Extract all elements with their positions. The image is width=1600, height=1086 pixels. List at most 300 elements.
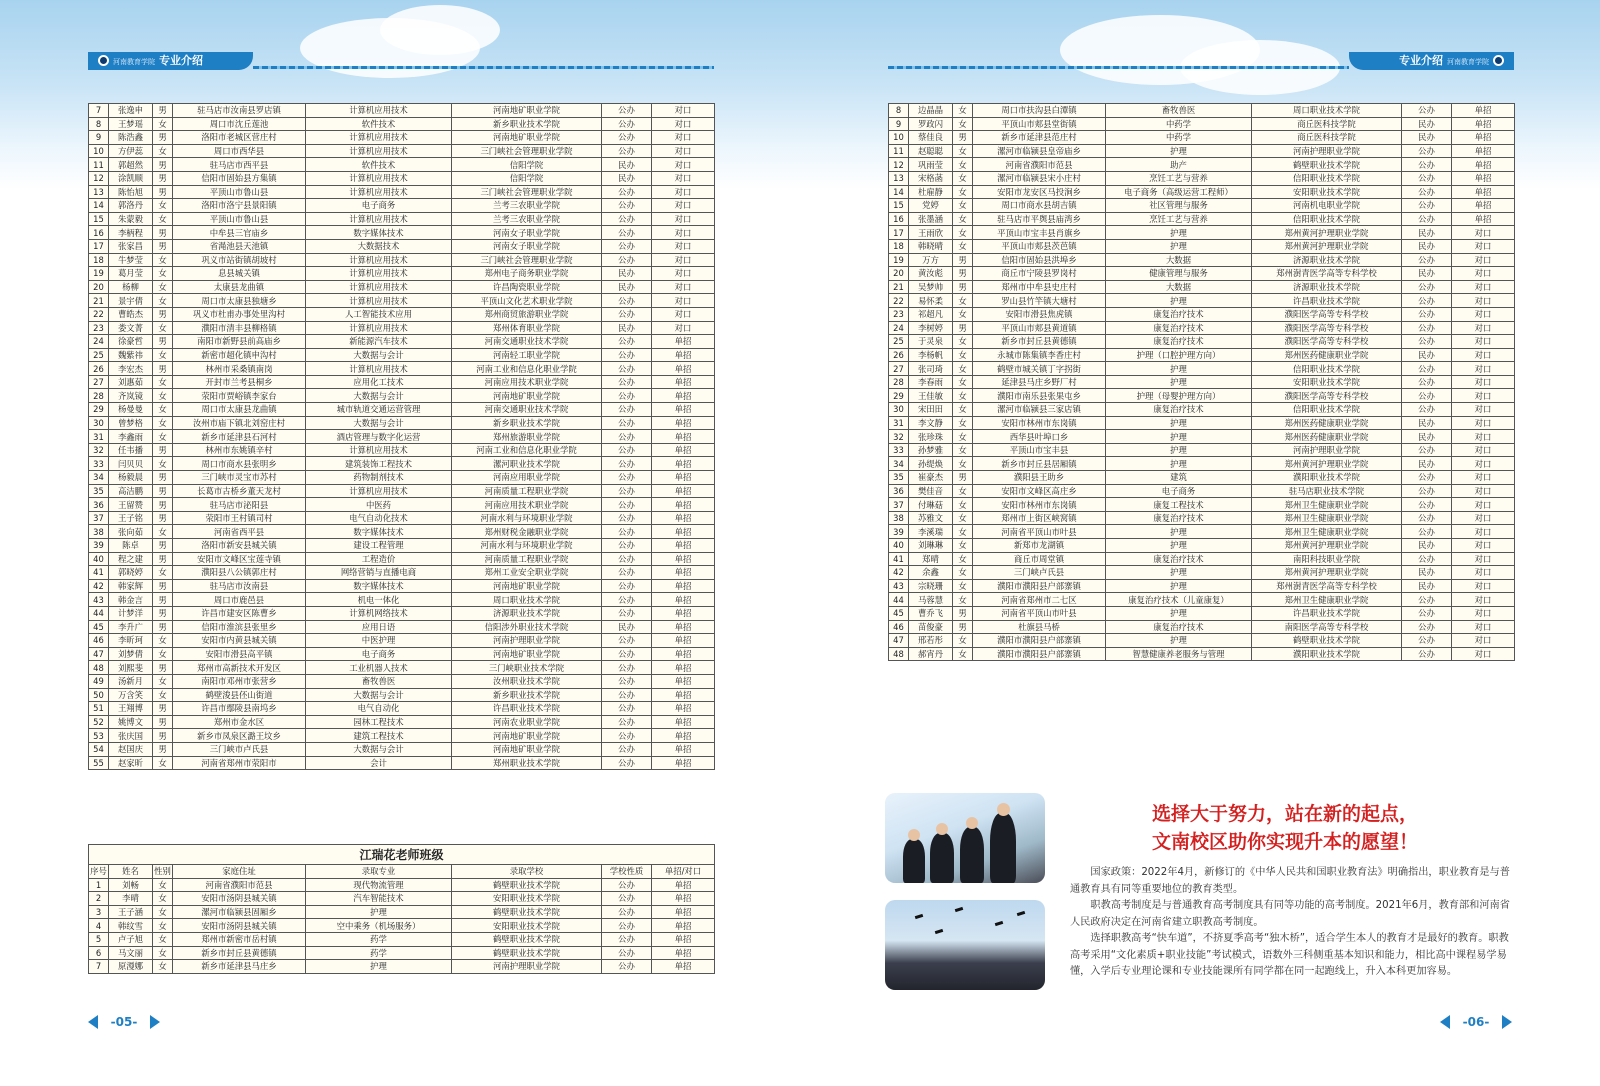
table-cell: 药物制剂技术 [306, 471, 452, 485]
table-cell: 大数据与会计 [306, 348, 452, 362]
table-cell: 平顶山市鲁山县 [173, 185, 306, 199]
table-cell: 女 [953, 539, 973, 553]
table-cell: 电子商务（高级运营工程师） [1106, 185, 1252, 199]
table-cell: 康复治疗技术 [1106, 335, 1252, 349]
table-cell: 党婷 [909, 199, 953, 213]
table-cell: 三门峡市灵宝市苏村 [173, 471, 306, 485]
table-cell: 周口市鹿邑县 [173, 593, 306, 607]
table-cell: 对口 [1452, 634, 1515, 648]
table-cell: 信阳职业技术学院 [1252, 362, 1402, 376]
table-cell: 平顶山文化艺术职业学院 [452, 294, 602, 308]
table-cell: 8 [89, 117, 109, 131]
table-cell: 河南水利与环境职业学院 [452, 511, 602, 525]
table-cell: 男 [153, 362, 173, 376]
table-cell: 对口 [1452, 239, 1515, 253]
table-cell: 民办 [1402, 239, 1452, 253]
table-cell: 4 [89, 919, 109, 933]
table-row [89, 158, 715, 172]
table-cell: 男 [153, 443, 173, 457]
table-cell: 张墨涵 [909, 212, 953, 226]
table-cell: 郑州黄河护理职业学院 [1252, 239, 1402, 253]
table-cell: 对口 [1452, 280, 1515, 294]
table-cell: 男 [953, 131, 973, 145]
table-cell: 33 [89, 457, 109, 471]
table-cell: 大数据 [1106, 280, 1252, 294]
table-cell: 公办 [602, 960, 652, 974]
table-cell: 护理 [1106, 457, 1252, 471]
table-cell: 10 [889, 131, 909, 145]
table-cell: 女 [953, 416, 973, 430]
table-cell: 城市轨道交通运营管理 [306, 403, 452, 417]
column-header: 姓名 [109, 865, 153, 879]
table-row [889, 267, 1515, 281]
table-cell: 对口 [652, 131, 715, 145]
table-cell: 大数据与会计 [306, 742, 452, 756]
table-cell: 公办 [1402, 511, 1452, 525]
table-cell: 单招 [652, 403, 715, 417]
admission-table-left [88, 103, 715, 770]
table-cell: 护理（口腔护理方向） [1106, 348, 1252, 362]
table-cell: 公办 [602, 715, 652, 729]
table-cell: 康复治疗技术 [1106, 307, 1252, 321]
table-cell: 35 [89, 484, 109, 498]
table-cell: 河南省郑州市荥阳市 [173, 756, 306, 770]
table-cell: 42 [89, 579, 109, 593]
table-cell: 蔡佳良 [909, 131, 953, 145]
table-cell: 女 [953, 199, 973, 213]
table-cell: 许昌市建安区陈曹乡 [173, 606, 306, 620]
table-cell: 濮阳市濮阳县户部寨镇 [973, 579, 1106, 593]
table-cell: 护理（母婴护理方向） [1106, 389, 1252, 403]
table-cell: 河南工业和信息化职业学院 [452, 362, 602, 376]
table-cell: 对口 [1452, 471, 1515, 485]
table-cell: 公办 [602, 403, 652, 417]
table-cell: 郑州卫生健康职业学院 [1252, 498, 1402, 512]
table-cell: 郑晴 [909, 552, 953, 566]
table-cell: 杨曼曼 [109, 403, 153, 417]
table-cell: 中药学 [1106, 131, 1252, 145]
table-cell: 张司琦 [909, 362, 953, 376]
table-cell: 公办 [602, 661, 652, 675]
table-row [889, 471, 1515, 485]
table-row [889, 199, 1515, 213]
table-cell: 32 [889, 430, 909, 444]
table-cell: 对口 [1452, 593, 1515, 607]
table-cell: 南阳市新野县前高庙乡 [173, 335, 306, 349]
table-row [889, 117, 1515, 131]
table-cell: 河南地矿职业学院 [452, 647, 602, 661]
table-cell: 马蓉慧 [909, 593, 953, 607]
table-cell: 单招 [652, 702, 715, 716]
table-cell: 濮阳医学高等专科学校 [1252, 389, 1402, 403]
table-cell: 男 [153, 552, 173, 566]
table-cell: 平顶山市宝丰县肖旗乡 [973, 226, 1106, 240]
table-cell: 河南水利与环境职业学院 [452, 539, 602, 553]
table-row [89, 131, 715, 145]
table-cell: 29 [889, 389, 909, 403]
table-row [89, 307, 715, 321]
table-cell: 公办 [1402, 647, 1452, 661]
table-cell: 河南交通职业技术学院 [452, 403, 602, 417]
table-cell: 濮阳医学高等专科学校 [1252, 335, 1402, 349]
table-cell: 万方 [909, 253, 953, 267]
table-cell: 女 [153, 525, 173, 539]
table-cell: 郑州黄河护理职业学院 [1252, 539, 1402, 553]
table-cell: 河南地矿职业学院 [452, 104, 602, 118]
table-cell: 陈怡旭 [109, 185, 153, 199]
table-cell: 郝宵丹 [909, 647, 953, 661]
table-cell: 刘畅 [109, 878, 153, 892]
table-cell: 民办 [1402, 539, 1452, 553]
table-cell: 张家昌 [109, 239, 153, 253]
table-row [89, 335, 715, 349]
table-cell: 郑州黄河护理职业学院 [1252, 566, 1402, 580]
table-cell: 信阳涉外职业技术学院 [452, 620, 602, 634]
table-cell: 男 [153, 131, 173, 145]
table-cell: 女 [953, 226, 973, 240]
table-row [889, 212, 1515, 226]
table-row [89, 729, 715, 743]
table-cell: 对口 [652, 171, 715, 185]
table-cell: 公办 [602, 362, 652, 376]
table-cell: 大数据与会计 [306, 389, 452, 403]
table-cell: 男 [153, 104, 173, 118]
table-cell: 新乡市延津县石河村 [173, 430, 306, 444]
table-cell: 护理 [1106, 539, 1252, 553]
table-cell: 女 [953, 375, 973, 389]
table-cell: 对口 [1452, 403, 1515, 417]
table-cell: 30 [889, 403, 909, 417]
table-cell: 康复治疗技术 [1106, 552, 1252, 566]
table-cell: 河南护理职业学院 [452, 960, 602, 974]
table-cell: 公办 [602, 104, 652, 118]
table-cell: 53 [89, 729, 109, 743]
table-cell: 对口 [652, 239, 715, 253]
table-cell: 女 [153, 321, 173, 335]
table-cell: 驻马店市泌阳县 [173, 498, 306, 512]
table-cell: 16 [89, 226, 109, 240]
table-cell: 43 [889, 579, 909, 593]
table-cell: 男 [153, 471, 173, 485]
table-row [89, 606, 715, 620]
table-cell: 6 [89, 946, 109, 960]
table-cell: 公办 [602, 457, 652, 471]
table-cell: 郑州旅游职业学院 [452, 430, 602, 444]
table-cell: 单招 [652, 932, 715, 946]
page-header [888, 52, 1514, 70]
table-cell: 公办 [602, 539, 652, 553]
graduate-figure [990, 813, 1016, 883]
table-cell: 男 [153, 185, 173, 199]
table-cell: 驻马店职业技术学院 [1252, 484, 1402, 498]
table-cell: 安阳市林州市东岗镇 [973, 498, 1106, 512]
table-cell: 信阳学院 [452, 171, 602, 185]
table-cell: 49 [89, 674, 109, 688]
table-cell: 周口市扶沟县白潭镇 [973, 104, 1106, 118]
table-cell: 5 [89, 932, 109, 946]
table-cell: 女 [153, 403, 173, 417]
table-row [89, 185, 715, 199]
table-cell: 护理 [1106, 606, 1252, 620]
table-cell: 电子商务 [306, 647, 452, 661]
table-cell: 公办 [602, 566, 652, 580]
table-cell: 漯河市临颍县三家店镇 [973, 403, 1106, 417]
table-cell: 13 [889, 171, 909, 185]
table-cell: 女 [153, 280, 173, 294]
table-cell: 男 [953, 620, 973, 634]
table-cell: 23 [89, 321, 109, 335]
table-cell: 单招 [652, 335, 715, 349]
table-cell: 公办 [1402, 525, 1452, 539]
table-cell: 安阳市滑县高平镇 [173, 647, 306, 661]
table-cell: 男 [153, 539, 173, 553]
table-cell: 濮阳市清丰县柳格镇 [173, 321, 306, 335]
table-cell: 河南应用技术职业学院 [452, 498, 602, 512]
table-row [889, 511, 1515, 525]
table-cell: 畜牧兽医 [1106, 104, 1252, 118]
table-cell: 公办 [1402, 253, 1452, 267]
table-cell: 护理 [1106, 634, 1252, 648]
table-row [89, 539, 715, 553]
table-cell: 对口 [1452, 348, 1515, 362]
table-row [889, 539, 1515, 553]
table-cell: 新乡职业技术学院 [452, 688, 602, 702]
table-cell: 新乡市延津县范庄村 [973, 131, 1106, 145]
table-cell: 计算机应用技术 [306, 185, 452, 199]
table-cell: 女 [153, 253, 173, 267]
table-cell: 郑州职业技术学院 [452, 756, 602, 770]
table-cell: 公办 [1402, 484, 1452, 498]
table-cell: 公办 [602, 905, 652, 919]
table-cell: 单招 [652, 566, 715, 580]
table-cell: 河南农业职业学院 [452, 715, 602, 729]
table-cell: 单招 [1452, 212, 1515, 226]
table-cell: 护理 [1106, 226, 1252, 240]
table-cell: 开封市兰考县桐乡 [173, 375, 306, 389]
table-cell: 公办 [602, 199, 652, 213]
table-cell: 濮阳市濮阳县户部寨镇 [973, 634, 1106, 648]
table-cell: 女 [953, 104, 973, 118]
table-cell: 边晶晶 [909, 104, 953, 118]
table-cell: 22 [89, 307, 109, 321]
table-cell: 民办 [1402, 226, 1452, 240]
table-cell: 对口 [1452, 375, 1515, 389]
table-cell: 电气自动化技术 [306, 511, 452, 525]
table-cell: 韩金言 [109, 593, 153, 607]
table-cell: 三门峡卢氏县 [973, 566, 1106, 580]
table-cell: 女 [953, 403, 973, 417]
table-row [89, 403, 715, 417]
table-cell: 计算机应用技术 [306, 104, 452, 118]
table-cell: 对口 [1452, 647, 1515, 661]
table-cell: 护理 [1106, 579, 1252, 593]
table-cell: 郑州黄河护理职业学院 [1252, 226, 1402, 240]
table-cell: 许昌市鄢陵县南坞乡 [173, 702, 306, 716]
table-cell: 对口 [1452, 416, 1515, 430]
table-cell: 郑州澍青医学高等专科学校 [1252, 267, 1402, 281]
table-cell: 男 [153, 226, 173, 240]
table-cell: 对口 [652, 117, 715, 131]
table-cell: 巩义市杜甫办事处里沟村 [173, 307, 306, 321]
table-cell: 公办 [1402, 375, 1452, 389]
table-cell: 对口 [652, 226, 715, 240]
table-cell: 34 [889, 457, 909, 471]
table-row [89, 579, 715, 593]
table-cell: 32 [89, 443, 109, 457]
slogan-line-2: 文南校区助你实现升本的愿望！ [1151, 831, 1418, 853]
table-cell: 郑州医药健康职业学院 [1252, 430, 1402, 444]
table-row [889, 525, 1515, 539]
table-cell: 护理 [1106, 144, 1252, 158]
table-cell: 公办 [1402, 212, 1452, 226]
table-cell: 44 [889, 593, 909, 607]
graduation-cap-icon [915, 914, 924, 919]
policy-text [1070, 865, 1515, 981]
header-tab [1349, 52, 1514, 70]
table-cell: 35 [889, 471, 909, 485]
table-cell: 女 [953, 294, 973, 308]
table-cell: 信阳市淮滨县张里乡 [173, 620, 306, 634]
table-cell: 河南质量工程职业学院 [452, 484, 602, 498]
table-cell: 女 [953, 389, 973, 403]
table-cell: 河南省平顶山市叶县 [973, 606, 1106, 620]
column-header: 录取专业 [306, 865, 452, 879]
table-cell: 对口 [652, 253, 715, 267]
table-cell: 河南地矿职业学院 [452, 742, 602, 756]
table-cell: 安阳市文峰区宝莲寺镇 [173, 552, 306, 566]
table-cell: 安阳市汤阴县城关镇 [173, 892, 306, 906]
table-cell: 27 [89, 375, 109, 389]
table-cell: 濮阳职业技术学院 [1252, 471, 1402, 485]
table-cell: 郑州市新密市岳村镇 [173, 932, 306, 946]
table-cell: 女 [953, 362, 973, 376]
header-stripe [888, 66, 1349, 69]
table-cell: 7 [89, 104, 109, 118]
table-cell: 赵家昕 [109, 756, 153, 770]
table-cell: 杜雇静 [909, 185, 953, 199]
table-cell: 对口 [652, 321, 715, 335]
table-row [89, 144, 715, 158]
table-cell: 软件技术 [306, 158, 452, 172]
table-cell: 男 [953, 606, 973, 620]
table-row [89, 104, 715, 118]
table-cell: 王子铭 [109, 511, 153, 525]
graduates-photo [885, 793, 1045, 883]
table-cell: 周口市太康县独塘乡 [173, 294, 306, 308]
table-cell: 民办 [1402, 457, 1452, 471]
table-cell: 中医护理 [306, 634, 452, 648]
table-cell: 康复治疗技术 [1106, 511, 1252, 525]
table-cell: 单招 [652, 606, 715, 620]
graduation-cap-icon [1017, 911, 1026, 916]
table-cell: 驻马店市汝南县 [173, 579, 306, 593]
table-cell: 应用化工技术 [306, 375, 452, 389]
table-cell: 应用日语 [306, 620, 452, 634]
table-cell: 智慧健康养老服务与管理 [1106, 647, 1252, 661]
table-cell: 女 [153, 348, 173, 362]
table-cell: 公办 [602, 932, 652, 946]
cap-toss-photo [885, 900, 1045, 990]
table-cell: 公办 [602, 253, 652, 267]
table-row [89, 688, 715, 702]
table-cell: 闫贝贝 [109, 457, 153, 471]
table-cell: 酒店管理与数字化运营 [306, 430, 452, 444]
table-cell: 平顶山市郏县黄道镇 [973, 321, 1106, 335]
table-cell: 公办 [602, 294, 652, 308]
table-cell: 单招 [652, 443, 715, 457]
table-cell: 对口 [652, 144, 715, 158]
table-cell: 新乡市封丘县居厢镇 [973, 457, 1106, 471]
table-cell: 单招 [652, 960, 715, 974]
table-cell: 方伊蕊 [109, 144, 153, 158]
class-table-header [89, 865, 715, 879]
table-cell: 计算机应用技术 [306, 267, 452, 281]
table-cell: 单招 [652, 634, 715, 648]
table-row [889, 389, 1515, 403]
table-cell: 女 [153, 905, 173, 919]
table-row [89, 226, 715, 240]
table-cell: 工程造价 [306, 552, 452, 566]
table-cell: 39 [889, 525, 909, 539]
table-cell: 护理 [306, 905, 452, 919]
table-cell: 宋田田 [909, 403, 953, 417]
table-row [889, 457, 1515, 471]
header-title: 专业介绍 [1399, 54, 1443, 67]
table-cell: 电子商务 [306, 199, 452, 213]
table-cell: 52 [89, 715, 109, 729]
table-cell: 男 [153, 606, 173, 620]
table-cell: 李宏杰 [109, 362, 153, 376]
table-cell: 38 [89, 525, 109, 539]
paragraph: 职教高考制度是与普通教育高考制度具有同等功能的高考制度。2021年6月，教育部和河南省人民政府决定在河南省建立职教高考制度。 [1070, 900, 1510, 928]
table-cell: 28 [89, 389, 109, 403]
logo-text: 河南教育学院 [113, 58, 155, 66]
table-cell: 延津县马庄乡野厂村 [973, 375, 1106, 389]
table-cell: 民办 [602, 620, 652, 634]
table-cell: 祁超凡 [909, 307, 953, 321]
table-cell: 郭晓婷 [109, 566, 153, 580]
table-cell: 公办 [602, 579, 652, 593]
table-cell: 河南应用技术职业学院 [452, 375, 602, 389]
table-cell: 南阳科技职业学院 [1252, 552, 1402, 566]
table-cell: 民办 [602, 321, 652, 335]
table-cell: 8 [889, 104, 909, 118]
table-cell: 鹤壁职业技术学院 [452, 932, 602, 946]
table-cell: 31 [89, 430, 109, 444]
table-cell: 36 [889, 484, 909, 498]
table-cell: 会计 [306, 756, 452, 770]
table-cell: 鹤壁职业技术学院 [1252, 158, 1402, 172]
table-row [89, 375, 715, 389]
table-cell: 河南地矿职业学院 [452, 389, 602, 403]
table-row [89, 756, 715, 770]
table-cell: 公办 [1402, 294, 1452, 308]
table-cell: 女 [953, 498, 973, 512]
table-cell: 河南地矿职业学院 [452, 729, 602, 743]
table-cell: 新乡市凤泉区潞王坟乡 [173, 729, 306, 743]
table-cell: 单招 [652, 593, 715, 607]
table-row [889, 335, 1515, 349]
table-cell: 新能源汽车技术 [306, 335, 452, 349]
table-cell: 男 [153, 729, 173, 743]
column-header: 录取学校 [452, 865, 602, 879]
table-row [89, 239, 715, 253]
table-cell: 单招 [652, 552, 715, 566]
table-cell: 汽车智能技术 [306, 892, 452, 906]
table-cell: 公办 [1402, 498, 1452, 512]
table-cell: 公办 [1402, 321, 1452, 335]
table-cell: 公办 [602, 606, 652, 620]
